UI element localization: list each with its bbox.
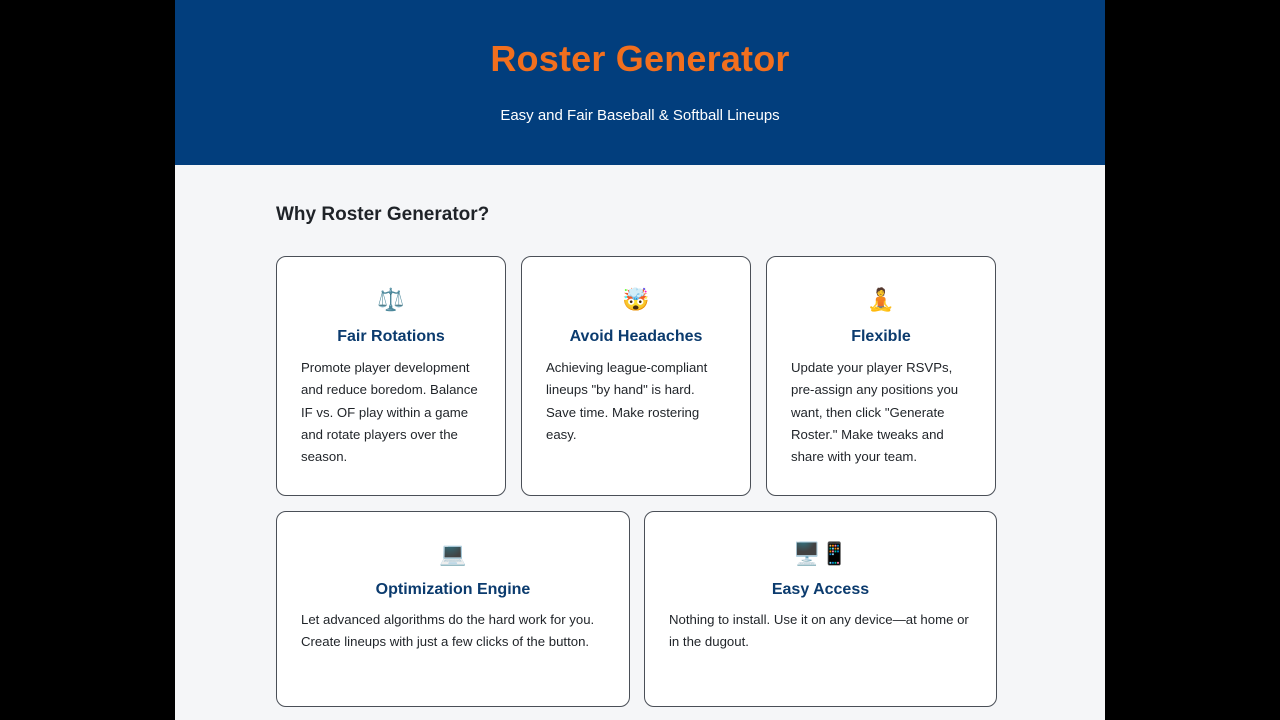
page-title: Roster Generator — [490, 38, 790, 79]
feature-card-description: Update your player RSVPs, pre-assign any positions you want, then click "Generate Roster." Make tweaks and share with your team. — [791, 360, 959, 465]
section-heading: Why Roster Generator? — [276, 204, 490, 225]
feature-card-description: Promote player development and reduce boredom. Balance IF vs. OF play within a game and rotate players over the season. — [301, 360, 478, 465]
desktop-and-phone-icon: 🖥️📱 — [793, 542, 848, 567]
feature-card-description: Let advanced algorithms do the hard work for you. Create lineups with just a few clicks of the button. — [301, 612, 595, 650]
feature-card-title: Flexible — [851, 328, 911, 345]
yoga-person-icon: 🧘 — [867, 288, 895, 313]
page-subtitle: Easy and Fair Baseball & Softball Lineups — [500, 107, 780, 124]
exploding-head-icon: 🤯 — [622, 288, 650, 313]
page — [175, 0, 1105, 720]
feature-card-flexible — [766, 256, 996, 496]
feature-card-easy-access — [644, 511, 997, 707]
feature-card-description: Nothing to install. Use it on any device—at home or in the dugout. — [669, 612, 969, 650]
balance-scale-icon: ⚖️ — [377, 288, 405, 313]
hero-banner — [175, 0, 1105, 165]
feature-card-title: Easy Access — [771, 581, 870, 598]
feature-card-optimization-engine — [276, 511, 630, 707]
feature-card-description: Achieving league-compliant lineups "by hand" is hard. Save time. Make rostering easy. — [546, 360, 708, 442]
feature-card-avoid-headaches — [521, 256, 751, 496]
feature-card-title: Avoid Headaches — [569, 328, 703, 345]
feature-card-fair-rotations — [276, 256, 506, 496]
feature-card-title: Optimization Engine — [375, 581, 531, 598]
laptop-icon: 💻 — [439, 542, 467, 567]
feature-card-title: Fair Rotations — [337, 328, 445, 345]
